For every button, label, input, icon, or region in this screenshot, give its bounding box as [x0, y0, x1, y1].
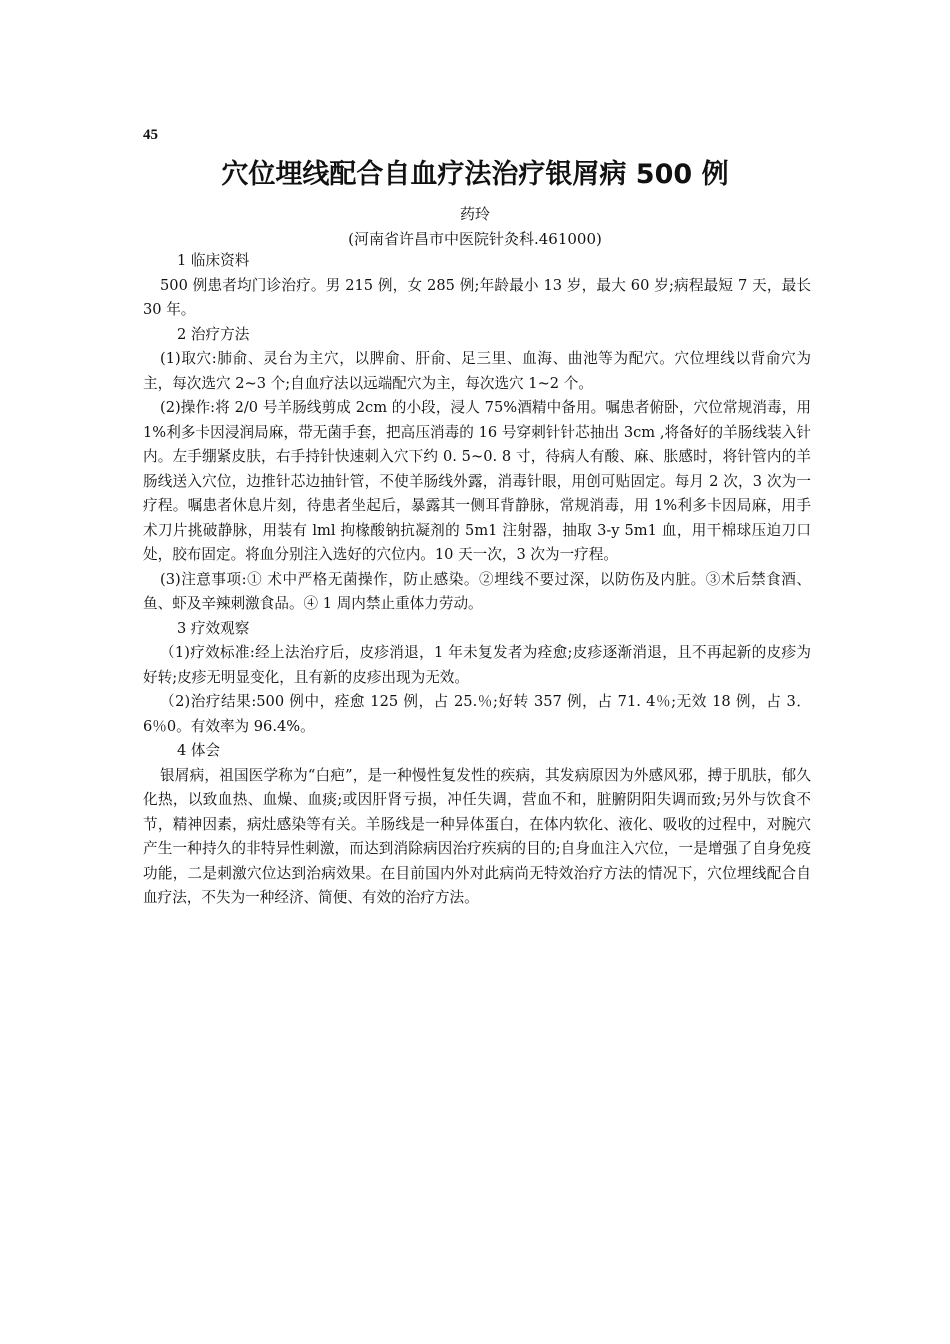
section-heading-treatment-method: 2 治疗方法: [177, 325, 250, 343]
article-body: [143, 249, 811, 911]
section-heading-efficacy-observation: 3 疗效观察: [177, 619, 250, 637]
paragraph-acupoint-selection: (1)取穴:肺俞、灵台为主穴，以脾俞、肝俞、足三里、血海、曲池等为配穴。穴位埋线以背俞穴为主，每次选穴 2~3 个;自血疗法以远端配穴为主，每次选穴 1~2 个。: [143, 350, 811, 392]
paragraph-operation: (2)操作:将 2/0 号羊肠线剪成 2cm 的小段，浸人 75%酒精中备用。嘱患者俯卧，穴位常规消毒，用 1%利多卡因浸润局麻，带无菌手套，把高压消毒的 16 号穿刺针针芯抽出 3cm ,将备好的羊肠线装入针内。左手绷紧皮肤，右手持针快速刺入穴下约 0. 5~0. 8 寸，待病人有酸、麻、胀感时，将针管内的羊肠线送入穴位，边推针芯边抽针管，不使羊肠线外露，消毒针眼，用创可贴固定。每月 2 次，3 次为一疗程。嘱患者休息片刻，待患者坐起后，暴露其一侧耳背静脉，常规消毒，用 1%利多卡因局麻，用手术刀片挑破静脉，用装有 lml 拘椽酸钠抗凝剂的 5m1 注射器，抽取 3-y 5m1 血，用干棉球压迫刀口处，胶布固定。将血分别注入选好的穴位内。10 天一次，3 次为一疗程。: [143, 399, 811, 563]
page-number: 45: [143, 127, 158, 143]
paragraph-efficacy-criteria: （1)疗效标准:经上法治疗后，皮疹消退，1 年未复发者为痊愈;皮疹逐渐消退，且不再起新的皮疹为好转;皮疹无明显变化，且有新的皮疹出现为无效。: [143, 644, 811, 686]
paragraph-discussion: 银屑病，祖国医学称为“白疤”，是一种慢性复发性的疾病，其发病原因为外感风邪，搏于肌肤，郁久化热，以致血热、血燥、血痰;或因肝肾亏损，冲任失调，营血不和，脏腑阴阳失调而致;另外与饮食不节，精神因素，病灶感染等有关。羊肠线是一种异体蛋白，在体内软化、液化、吸收的过程中，对腕穴产生一种持久的非特异性刺激，而达到消除病因治疗疾病的目的;自身血注入穴位，一是增强了自身免疫功能，二是刺激穴位达到治病效果。在目前国内外对此病尚无特效治疗方法的情况下，穴位埋线配合自血疗法，不失为一种经济、简便、有效的治疗方法。: [143, 766, 811, 906]
paragraph-clinical-data: 500 例患者均门诊治疗。男 215 例，女 285 例;年龄最小 13 岁，最大 60 岁;病程最短 7 天，最长 30 年。: [143, 276, 811, 318]
section-heading-discussion: 4 体会: [177, 742, 221, 759]
paragraph-treatment-results: （2)治疗结果:500 例中，痊愈 125 例，占 25.％;好转 357 例，占 71. 4％;无效 18 例，占 3．6％0。有效率为 96.4%。: [143, 693, 811, 735]
paragraph-precautions: (3)注意事项:① 术中严格无菌操作，防止感染。②埋线不要过深，以防伤及内脏。③术后禁食酒、鱼、虾及辛辣刺激食品。④ 1 周内禁止重体力劳动。: [143, 570, 811, 612]
article-title: 穴位埋线配合自血疗法治疗银屑病 500 例: [221, 159, 729, 190]
section-heading-clinical-data: 1 临床资料: [177, 252, 250, 269]
affiliation: (河南省许昌市中医院针灸科.461000): [348, 230, 602, 248]
author: 药玲: [459, 205, 490, 223]
